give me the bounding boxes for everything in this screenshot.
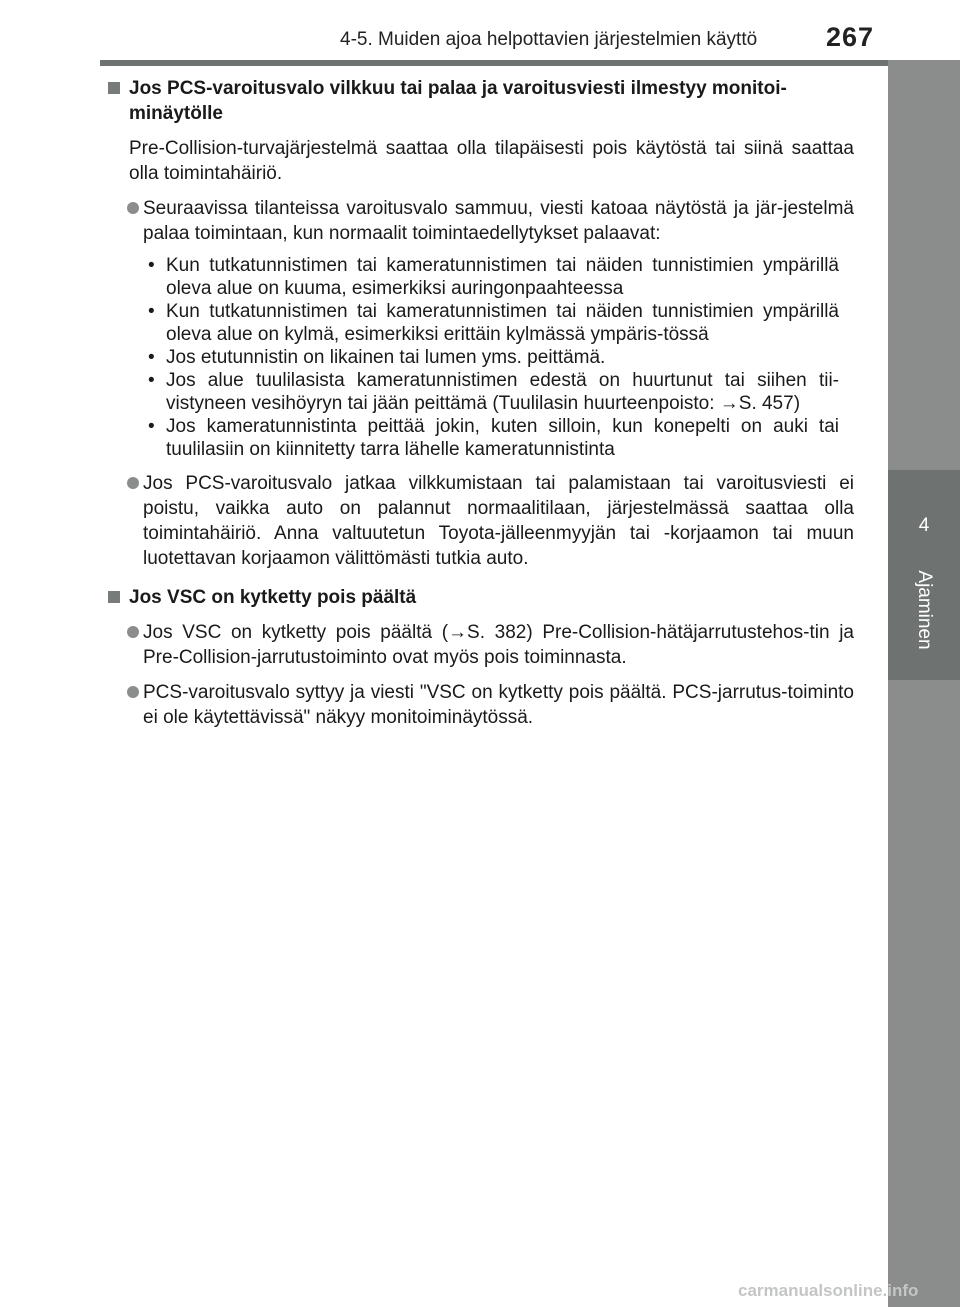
bullet-text: Jos VSC on kytketty pois päältä (→S. 382) Pre-Collision-hätäjarrutustehos-tin ja Pre-Collision-jarrutustoiminto ovat myös pois toiminnasta. [143,622,854,668]
bullet-text: Jos PCS-varoitusvalo jatkaa vilkkumistaan tai palamistaan tai varoitusviesti ei poistu, vaikka auto on palannut normaalitilaan, järjestelmässä saattaa olla toimintahäiriö. Anna valtuutetun Toyota-jälleenmyyjän tai -korjaamon tai muun luotettavan korjaamon välittömästi tutkia auto. [143,473,854,569]
circle-bullet-icon [127,686,139,698]
list-item [148,300,839,346]
bullet-item [127,471,854,571]
page-number: 267 [826,22,875,52]
list-item [148,254,839,300]
dot-bullet-icon: • [148,347,155,368]
section-heading-pcs [104,76,854,126]
list-item-text: Jos alue tuulilasista kameratunnistimen edestä on huurtunut tai siihen tii-vistyneen vesihöyryn tai jään peittämä (Tuulilasin huurteenpoisto: →S. 457) [166,370,839,414]
square-bullet-icon [108,591,120,603]
section-paragraph: Pre-Collision-turvajärjestelmä saattaa olla tilapäisesti pois käytöstä tai siinä saattaa olla toimintahäiriö. [129,138,854,184]
tab-mid-segment [888,60,960,470]
list-item [148,346,839,369]
list-item-text: Jos kameratunnistinta peittää jokin, kuten silloin, kun konepelti on auki tai tuulilasiin on kiinnitetty tarra lähelle kameratunnistinta [166,416,839,460]
circle-bullet-icon [127,626,139,638]
list-item-text: Kun tutkatunnistimen tai kameratunnistimen tai näiden tunnistimien ympärillä oleva alue on kuuma, esimerkiksi auringonpaahteessa [166,255,839,299]
chapter-name: Ajaminen [914,570,935,650]
tab-lower-segment [888,680,960,1307]
square-bullet-icon [108,82,120,94]
dot-bullet-icon: • [148,416,155,437]
bullet-text: Seuraavissa tilanteissa varoitusvalo sammuu, viesti katoaa näytöstä ja jär-jestelmä palaa toimintaan, kun normaalit toimintaedellytykset palaavat: [143,198,854,244]
tab-upper-segment [888,0,960,60]
circle-bullet-icon [127,202,139,214]
list-item [148,369,839,415]
condition-list [148,254,839,461]
section-heading-text: Jos PCS-varoitusvalo vilkkuu tai palaa ja varoitusviesti ilmestyy monitoi-minäytölle [129,78,787,124]
section-heading-text: Jos VSC on kytketty pois päältä [129,587,417,608]
dot-bullet-icon: • [148,301,155,322]
bullet-item [127,620,854,670]
dot-bullet-icon: • [148,255,155,276]
watermark-text: carmanualsonline.info [738,1281,919,1300]
dot-bullet-icon: • [148,370,155,391]
running-header: 4-5. Muiden ajoa helpottavien järjestelmien käyttö [340,29,758,50]
page-content [104,76,854,730]
chapter-side-tab [888,0,960,1307]
list-item-text: Jos etutunnistin on likainen tai lumen yms. peittämä. [166,347,606,368]
list-item-text: Kun tutkatunnistimen tai kameratunnistimen tai näiden tunnistimien ympärillä oleva alue on kylmä, esimerkiksi erittäin kylmässä ympäris-tössä [166,301,839,345]
chapter-number: 4 [918,515,930,536]
header-rule [100,60,888,66]
bullet-item [127,680,854,730]
bullet-item [127,196,854,246]
bullet-text: PCS-varoitusvalo syttyy ja viesti "VSC on kytketty pois päältä. PCS-jarrutus-toiminto ei ole käytettävissä" näkyy monitoiminäytössä. [143,682,854,728]
list-item [148,415,839,461]
circle-bullet-icon [127,477,139,489]
section-heading-vsc [104,585,854,610]
